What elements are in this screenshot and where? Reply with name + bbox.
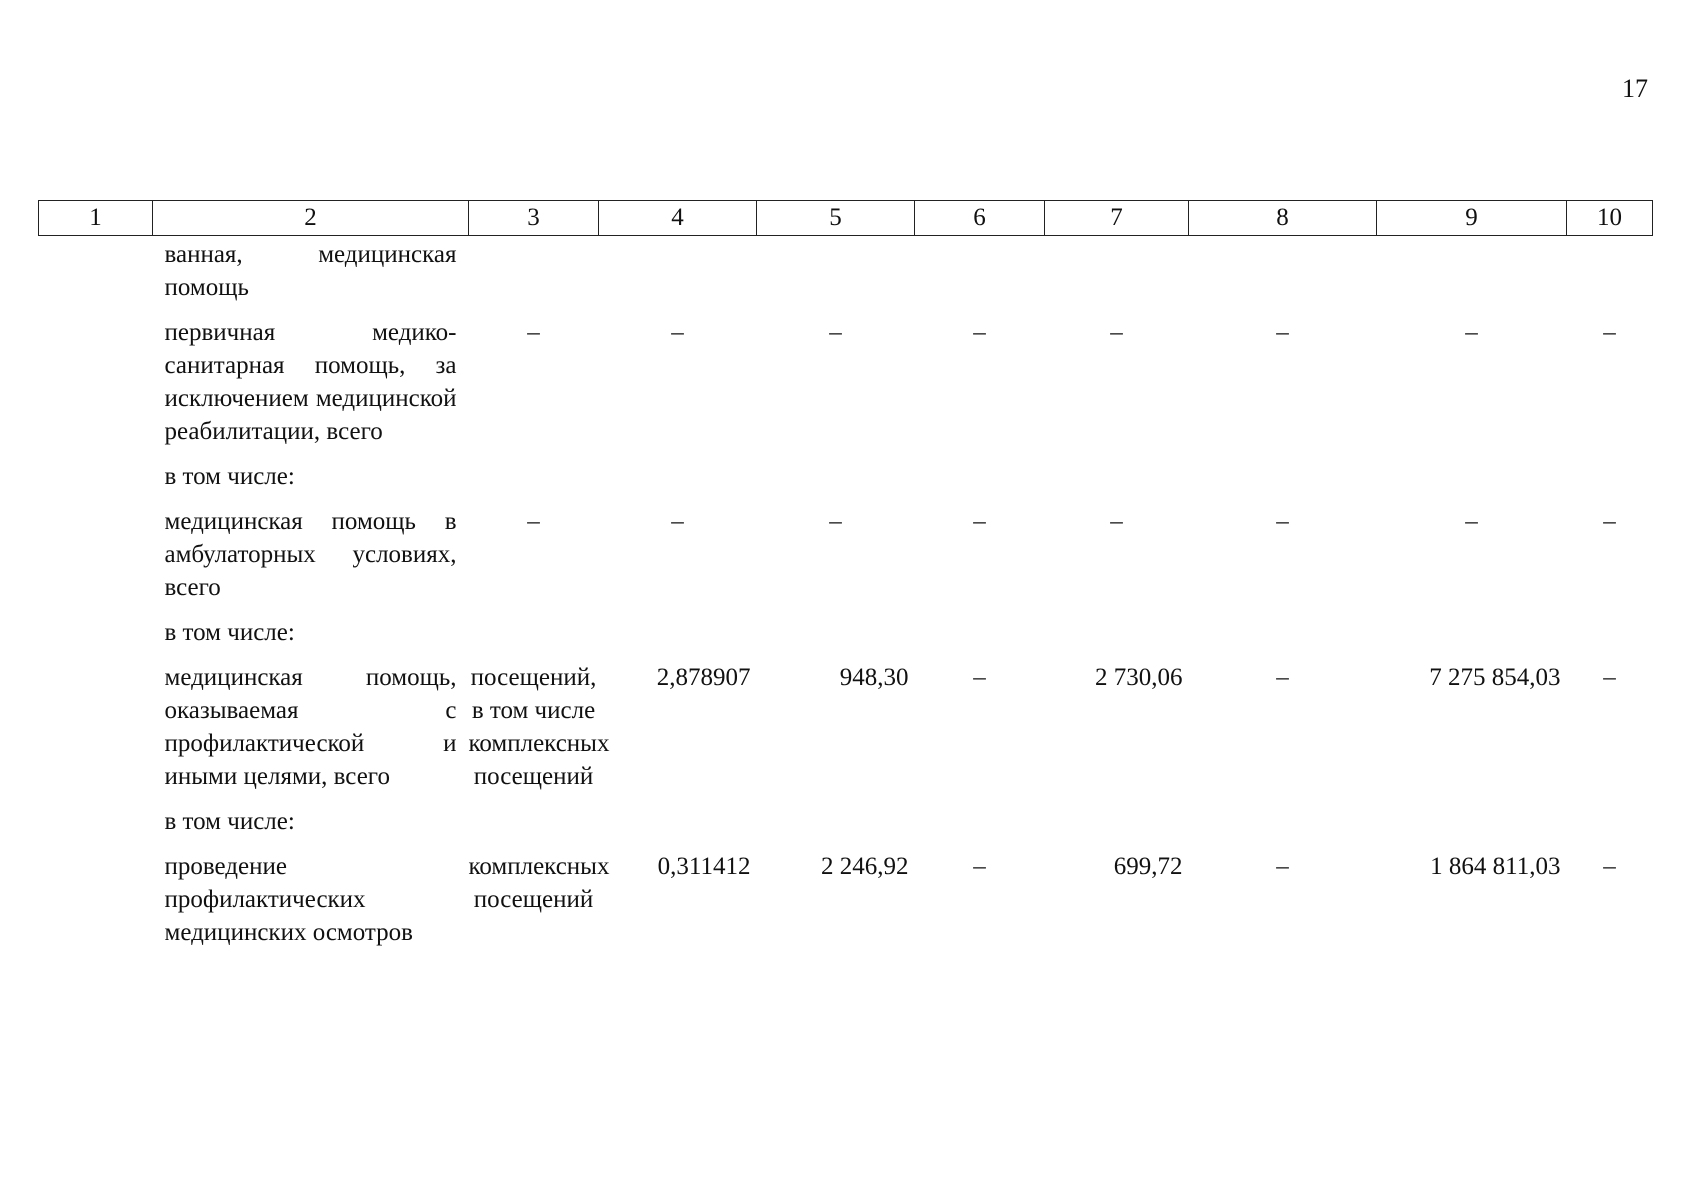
table-row: [39, 493, 1653, 604]
value-cell-col10: –: [1603, 664, 1616, 691]
unit-cell: –: [527, 319, 540, 346]
value-cell-col5: –: [829, 319, 842, 346]
row-label: ванная, медицинская помощь: [164, 241, 457, 301]
table-row: [39, 793, 1653, 838]
unit-cell: –: [527, 508, 540, 535]
empty-cells: [469, 236, 1653, 305]
cell-col1: [39, 793, 153, 838]
cell-col1: [39, 448, 153, 493]
table-header: [39, 201, 1653, 236]
column-header-8: 8: [1189, 201, 1377, 236]
value-cell-col10: –: [1603, 853, 1616, 880]
value-cell-col5: 2 246,92: [821, 853, 909, 880]
subheading: в том числе:: [164, 619, 295, 646]
cell-col1: [39, 604, 153, 649]
row-label: медицинская помощь в амбулаторных условиях, всего: [164, 508, 457, 601]
cell-col1: [39, 649, 153, 793]
column-header-6: 6: [915, 201, 1045, 236]
subheading: в том числе:: [164, 463, 295, 490]
table-row: [39, 649, 1653, 793]
row-label: проведение профилактических медицинских осмотров: [164, 853, 413, 946]
value-cell-col6: –: [973, 508, 986, 535]
value-cell-col4: –: [671, 319, 684, 346]
value-cell-col7: –: [1110, 508, 1123, 535]
table-row: [39, 236, 1653, 305]
value-cell-col9: 1 864 811,03: [1430, 853, 1561, 880]
value-cell-col4: 2,878907: [656, 664, 751, 691]
header-row: [39, 201, 1653, 236]
value-cell-col5: 948,30: [839, 664, 909, 691]
table-body: [39, 236, 1653, 950]
value-cell-col9: –: [1465, 319, 1478, 346]
value-cell-col9: 7 275 854,03: [1429, 664, 1561, 691]
table-row: [39, 448, 1653, 493]
value-cell-col8: –: [1276, 853, 1289, 880]
empty-cells: [469, 604, 1653, 649]
column-header-1: 1: [39, 201, 153, 236]
value-cell-col5: –: [829, 508, 842, 535]
value-cell-col4: 0,311412: [657, 853, 751, 880]
column-header-2: 2: [153, 201, 469, 236]
value-cell-col6: –: [973, 853, 986, 880]
value-cell-col4: –: [671, 508, 684, 535]
cell-col1: [39, 304, 153, 448]
empty-cells: [469, 448, 1653, 493]
value-cell-col10: –: [1603, 319, 1616, 346]
row-label: первичная медико-санитарная помощь, за исключением медицинской реабилитации, всего: [164, 319, 457, 445]
cell-col1: [39, 493, 153, 604]
column-header-10: 10: [1567, 201, 1653, 236]
value-cell-col6: –: [973, 319, 986, 346]
value-cell-col7: 2 730,06: [1095, 664, 1183, 691]
value-cell-col7: –: [1110, 319, 1123, 346]
column-header-5: 5: [757, 201, 915, 236]
table-row: [39, 604, 1653, 649]
table-row: [39, 838, 1653, 949]
unit-cell: комплексных посещений: [468, 853, 610, 913]
column-header-3: 3: [469, 201, 599, 236]
column-header-4: 4: [599, 201, 757, 236]
empty-cells: [469, 793, 1653, 838]
value-cell-col8: –: [1276, 319, 1289, 346]
unit-cell: посещений, в том числе комплексных посещений: [468, 664, 610, 790]
subheading: в том числе:: [164, 808, 295, 835]
value-cell-col10: –: [1603, 508, 1616, 535]
value-cell-col6: –: [973, 664, 986, 691]
value-cell-col8: –: [1276, 508, 1289, 535]
row-label: медицинская помощь, оказываемая с профилактической и иными целями, всего: [164, 664, 457, 790]
column-header-9: 9: [1377, 201, 1567, 236]
value-cell-col7: 699,72: [1113, 853, 1183, 880]
column-header-7: 7: [1045, 201, 1189, 236]
table-row: [39, 304, 1653, 448]
value-cell-col8: –: [1276, 664, 1289, 691]
cell-col1: [39, 838, 153, 949]
value-cell-col9: –: [1465, 508, 1478, 535]
cell-col1: [39, 236, 153, 305]
page-number: 17: [1622, 74, 1648, 103]
data-table: [38, 200, 1653, 949]
